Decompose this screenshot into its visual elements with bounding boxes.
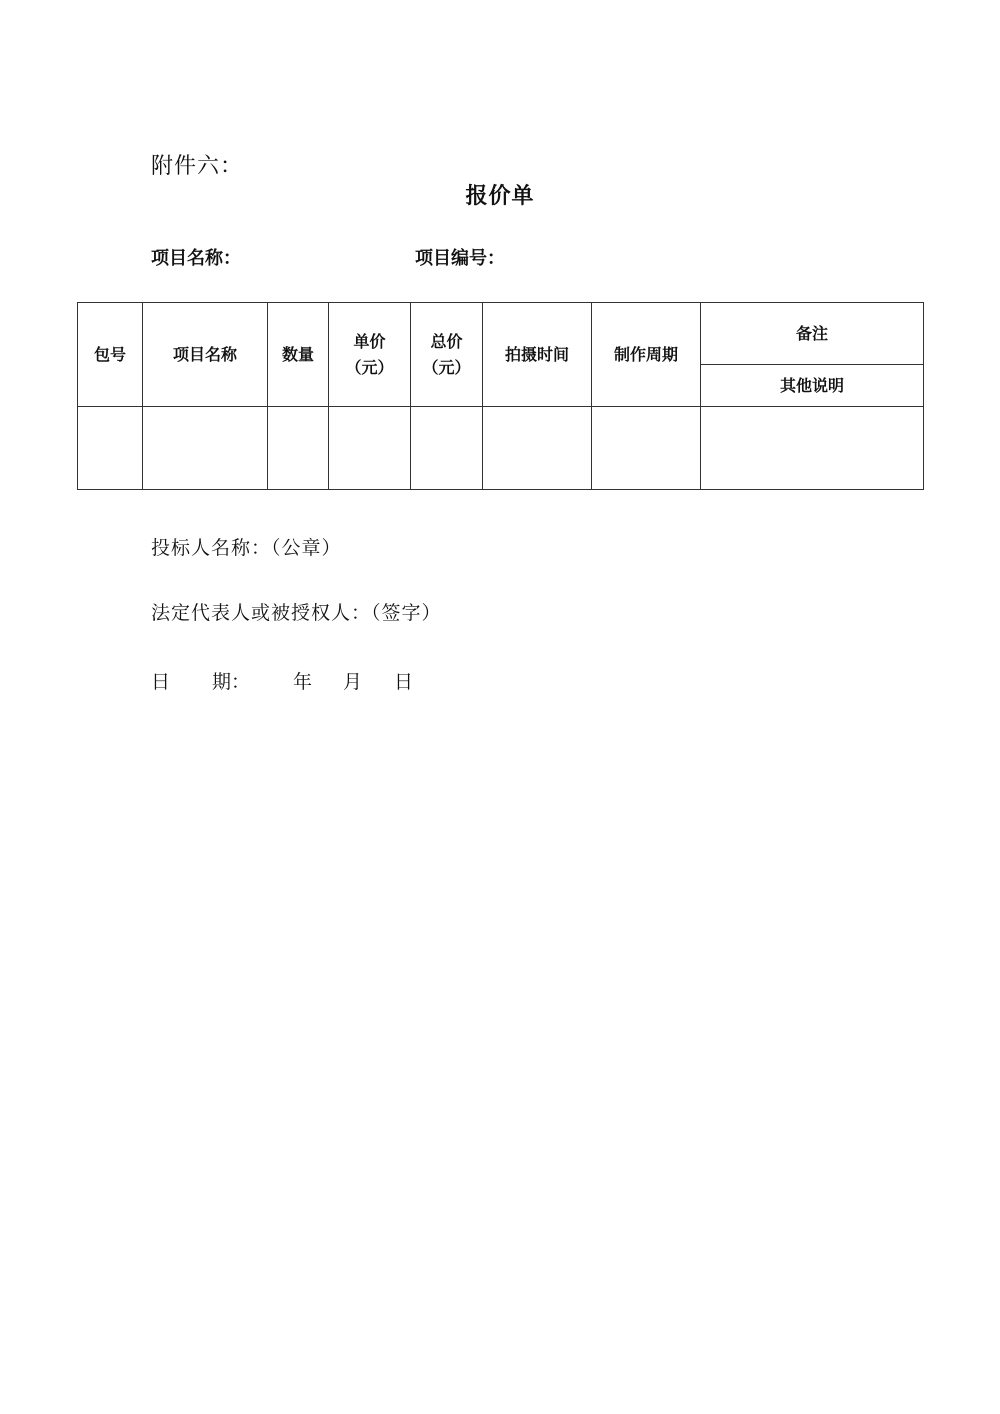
col-header-package: 包号 — [78, 303, 143, 407]
date-label-char2: 期： — [212, 671, 251, 693]
bidder-name-line: 投标人名称：（公章） — [151, 537, 342, 559]
col-header-shoot-time: 拍摄时间 — [483, 303, 592, 407]
unit-price-label: 单价 — [353, 331, 386, 351]
date-label-char1: 日 — [151, 671, 171, 693]
project-name-label: 项目名称： — [151, 248, 241, 269]
col-header-quantity: 数量 — [268, 303, 329, 407]
col-header-unit-price — [329, 303, 411, 407]
col-header-production-cycle: 制作周期 — [592, 303, 701, 407]
cell-total-price[interactable] — [411, 407, 483, 490]
col-header-other-notes: 其他说明 — [701, 365, 924, 407]
cell-other-notes[interactable] — [701, 407, 924, 490]
table-row — [78, 407, 924, 490]
legal-rep-line: 法定代表人或被授权人：（签字） — [151, 602, 442, 624]
date-day: 日 — [394, 671, 414, 693]
date-month: 月 — [343, 671, 363, 693]
cell-unit-price[interactable] — [329, 407, 411, 490]
cell-production-cycle[interactable] — [592, 407, 701, 490]
col-header-total-price — [411, 303, 483, 407]
attachment-label: 附件六： — [151, 154, 244, 179]
cell-package[interactable] — [78, 407, 143, 490]
col-header-project-name: 项目名称 — [143, 303, 268, 407]
cell-quantity[interactable] — [268, 407, 329, 490]
project-code-label: 项目编号： — [415, 248, 505, 269]
total-price-unit: （元） — [422, 357, 471, 377]
document-title: 报价单 — [465, 184, 535, 209]
table-header-row — [78, 303, 924, 365]
quotation-table — [77, 302, 924, 490]
cell-project-name[interactable] — [143, 407, 268, 490]
col-header-remarks: 备注 — [701, 303, 924, 365]
cell-shoot-time[interactable] — [483, 407, 592, 490]
total-price-label: 总价 — [430, 331, 463, 351]
unit-price-unit: （元） — [345, 357, 394, 377]
date-year: 年 — [293, 671, 313, 693]
